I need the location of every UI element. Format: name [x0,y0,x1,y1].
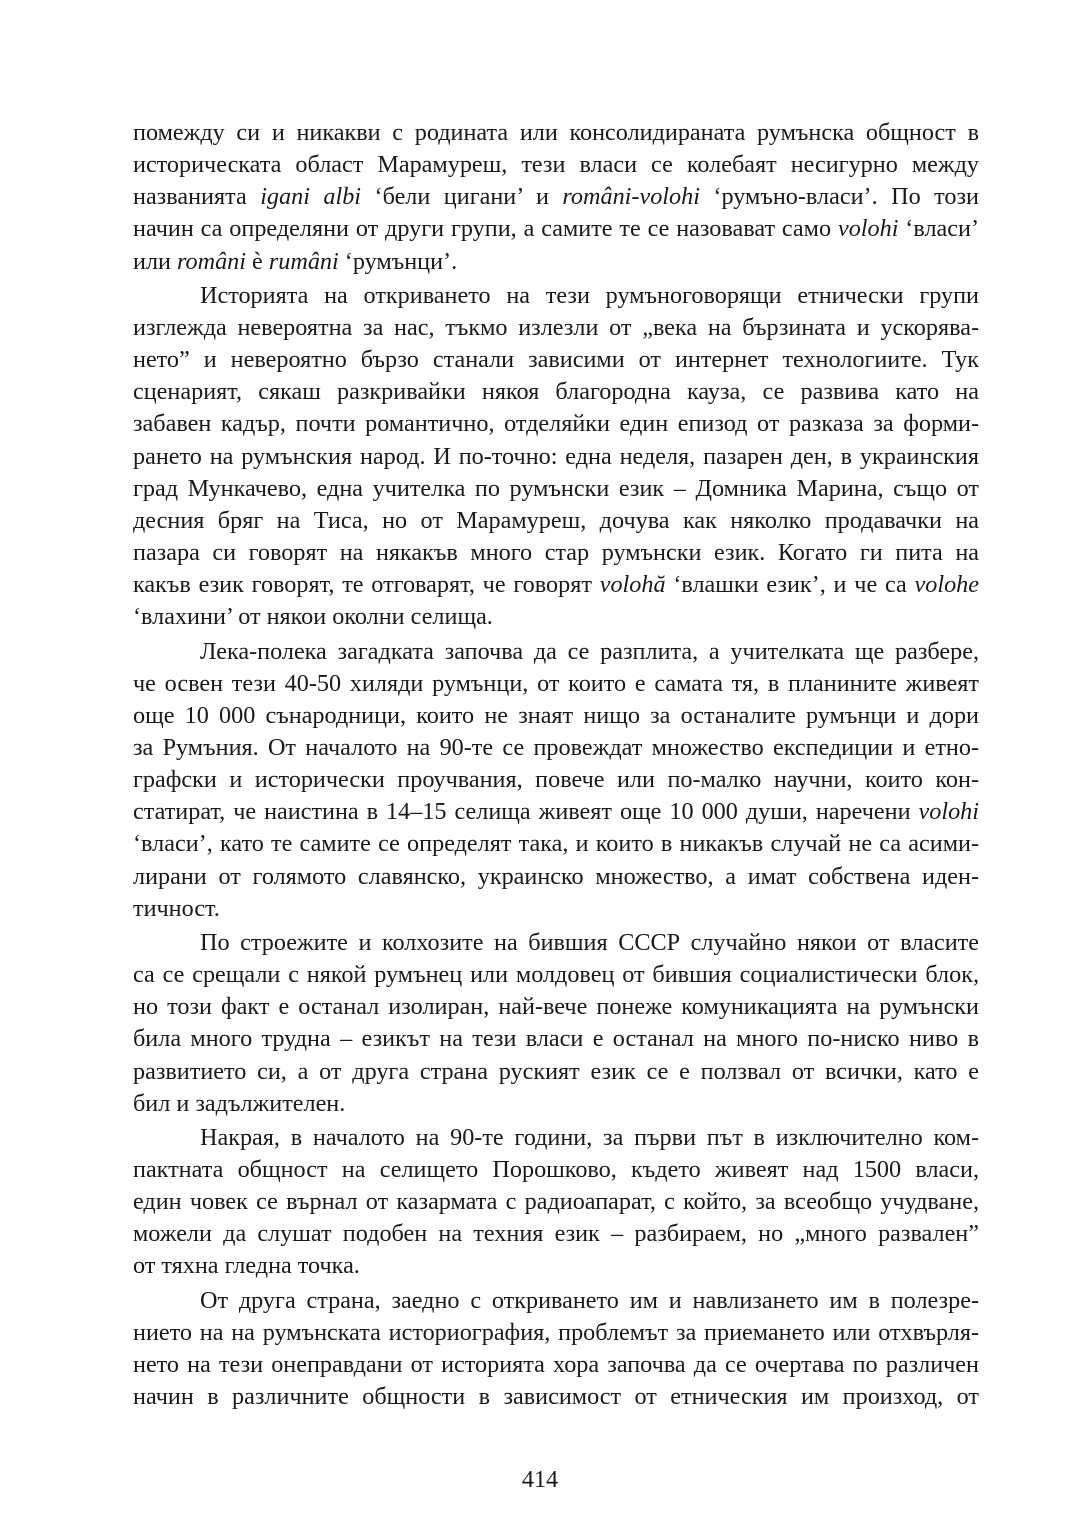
text-line [133,537,979,569]
text-line [133,861,979,893]
text-run: ‘румъно-власи’. По този [699,183,979,211]
text-line [133,117,979,149]
text-run: можели да слушат подобен на техния език – разбираем, но „много развален” [133,1220,979,1248]
paragraph-p2 [133,280,979,634]
text-line [133,927,979,959]
text-line [133,505,979,537]
text-line [133,991,979,1023]
italic-term: volohe [914,571,979,599]
text-line [133,1349,979,1381]
text-line [133,312,979,344]
text-run: но този факт е останал изолиран, най-вече понеже комуникацията на румънски [133,993,979,1021]
text-run: лирани от голямото славянско, украинско множество, а имат собствена иден- [133,862,979,890]
text-line [133,149,979,181]
text-run: историческата област Марамуреш, тези власи се колебаят несигурно между [133,151,979,179]
italic-term: igani albi [260,183,362,211]
italic-term: români [177,247,246,275]
text-line [133,636,979,668]
text-run: още 10 000 сънародници, които не знаят нищо за останалите румънци и дори [133,701,979,729]
text-line [133,569,979,601]
text-run: са се срещали с някой румънец или молдовец от бившия социалистически блок, [133,961,979,989]
page-number: 414 [521,1466,559,1493]
text-run: начин са определяни от други групи, а самите те се назовават само [133,215,838,243]
text-line [133,1122,979,1154]
text-run: От друга страна, заедно с откриването им и навлизането им в полезре- [200,1286,979,1314]
text-run: сценарият, сякаш разкривайки някоя благородна кауза, се развива като на [133,378,979,406]
italic-term: volohi [918,798,979,826]
italic-term: volohi [837,215,899,243]
text-line [133,213,979,245]
text-line [133,1250,979,1282]
text-line [133,959,979,991]
text-run: бил и задължителен. [133,1089,346,1117]
text-line [133,1154,979,1186]
text-run: è [246,247,269,275]
text-line [133,601,979,633]
text-run: По строежите и колхозите на бившия СССР случайно някои от власите [200,928,979,956]
text-run: пактната общност на селището Порошково, където живеят над 1500 власи, [133,1156,979,1183]
italic-term: români-volohi [562,183,700,211]
text-run: един човек се върнал от казармата с радиоапарат, с който, за всеобщо учудване, [133,1188,979,1216]
text-line [133,441,979,473]
text-line [133,473,979,505]
text-run: нето на тези онеправдани от историята хора започва да се очертава по различен [133,1350,979,1378]
text-line [133,700,979,732]
text-run: статират, че наистина в 14–15 селища живеят още 10 000 души, наречени [133,798,919,826]
text-line [133,1285,979,1317]
text-line [133,1023,979,1055]
text-run: ‘власи’, като те самите се определят така, и които в никакъв случай не са асими- [133,830,979,858]
text-line [133,376,979,408]
text-run: нието на на румънската историография, проблемът за приемането или отхвърля- [133,1318,979,1346]
text-run: тичност. [133,894,220,922]
document-page [133,117,979,1413]
text-run: графски и исторически проучвания, повече или по-малко научни, които кон- [133,766,979,794]
text-run: пазара си говорят на някакъв много стар румънски език. Когато ги пита на [133,539,979,567]
text-line [133,181,979,213]
text-line [133,408,979,440]
paragraph-p1 [133,117,979,278]
text-line [133,1186,979,1218]
paragraph-p5 [133,1122,979,1283]
text-line [133,344,979,376]
text-run: ‘власи’ [898,215,979,243]
text-run: ‘румънци’. [338,247,458,275]
text-run: за Румъния. От началото на 90-те се провеждат множество експедиции и етно- [133,733,979,761]
text-line [133,246,979,278]
text-run: че освен тези 40-50 хиляди румънци, от които е самата тя, в планините живеят [133,669,979,697]
text-run: била много трудна – езикът на тези власи е останал на много по-ниско ниво в [133,1025,979,1053]
text-run: названията [133,183,261,211]
italic-term: rumâni [268,247,339,275]
text-run: забавен кадър, почти романтично, отделяйки един епизод от разказа за форми- [133,410,979,438]
text-run: рането на румънския народ. И по-точно: една неделя, пазарен ден, в украинския [133,442,979,470]
text-line [133,732,979,764]
paragraph-p3 [133,636,979,925]
text-run: Накрая, в началото на 90-те години, за първи път в изключително ком- [200,1123,979,1151]
text-line [133,668,979,700]
text-run: или [133,247,178,275]
text-run: развитието си, а от друга страна руският език се е ползвал от всички, като е [133,1057,979,1085]
text-line [133,1218,979,1250]
text-run: ‘бели цигани’ и [361,183,563,211]
paragraph-p4 [133,927,979,1120]
text-run: ‘влашки език’, и че са [665,571,915,599]
text-line [133,1317,979,1349]
text-run: Лека-полека загадката започва да се разплита, а учителката ще разбере, [200,637,979,665]
text-line [133,280,979,312]
text-run: нето” и невероятно бързо станали зависими от интернет технологиите. Тук [133,346,979,374]
text-run: начин в различните общности в зависимост от етническия им произход, от [133,1383,979,1411]
text-line [133,1056,979,1088]
text-run: град Мункачево, една учителка по румънски език – Домника Марина, също от [133,474,979,502]
text-run: от тяхна гледна точка. [133,1252,360,1280]
text-line [133,764,979,796]
text-run: какъв език говорят, те отговарят, че говорят [133,571,600,599]
text-line [133,796,979,828]
text-line [133,828,979,860]
text-run: изглежда невероятна за нас, тъкмо излезли от „века на бързината и ускорява- [133,313,979,341]
text-run: Историята на откриването на тези румъноговорящи етнически групи [200,281,979,309]
text-line [133,893,979,925]
text-line [133,1088,979,1120]
italic-term: volohă [599,571,666,599]
text-run: помежду си и никакви с родината или консолидираната румънска общност в [133,119,979,146]
paragraph-p6 [133,1285,979,1414]
text-run: ‘влахини’ от някои околни селища. [133,603,493,631]
text-run: десния бряг на Тиса, но от Марамуреш, дочува как няколко продавачки на [133,506,979,534]
text-line [133,1381,979,1413]
